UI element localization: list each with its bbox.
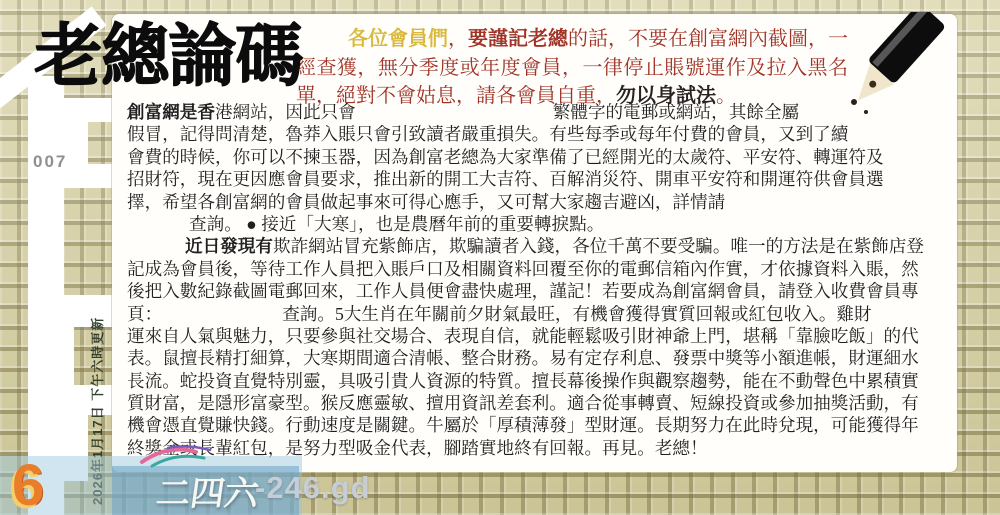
body-line bbox=[127, 370, 945, 392]
body-segment: 後把入數紀錄截圖電郵回來，工作人員便會盡快處理，謹記！若要成為創富網會員，請登入收費會員專 bbox=[127, 281, 919, 302]
body-segment: 頁： bbox=[127, 303, 163, 324]
body-segment: 查詢。5大生肖在年關前夕財氣最旺，有機會獲得實質回報或紅包收入。雞財 bbox=[282, 303, 872, 324]
body-line bbox=[127, 123, 945, 145]
body-segment: 運來自人氣與魅力，只要參與社交場合、表現自信，就能輕鬆吸引財神爺上門，堪稱「靠臉吃飯」的代 bbox=[127, 325, 919, 346]
body-line bbox=[127, 303, 945, 325]
body-line bbox=[127, 213, 945, 235]
hidden-gap bbox=[127, 229, 189, 230]
body-segment: 招財符，現在更因應會員要求，推出新的開工大吉符、百解消災符、開車平安符和開運符供會員選 bbox=[127, 169, 884, 190]
body-segment: 近日發現有 bbox=[185, 236, 273, 257]
notice-segment: 。 bbox=[716, 85, 736, 107]
body-segment: 終獎金或長輩紅包，是努力型吸金代表，腳踏實地終有回報。再見。老總！ bbox=[127, 437, 708, 458]
body-segment: 繁體字的電郵或網站，其餘全屬 bbox=[552, 102, 800, 122]
body-line bbox=[127, 392, 945, 414]
hidden-gap bbox=[127, 251, 185, 252]
body-segment: 記成為會員後，等待工作人員把入賬戶口及相關資料回覆至你的電郵信箱內作實，才依據資料入賬，然 bbox=[127, 258, 919, 279]
notice-segment: 各位會員們 bbox=[348, 28, 448, 50]
issue-number: 007 bbox=[33, 152, 68, 171]
body-segment: 機會憑直覺賺快錢。行動速度是關鍵。牛屬於「厚積薄發」型財運。長期努力在此時兌現，可能獲得年 bbox=[127, 415, 919, 436]
body-line bbox=[127, 414, 945, 436]
notice-segment: ， bbox=[448, 28, 468, 50]
notice-segment: 的話，不要在創富網內截圖，一經查獲，無分季度或年度會員，一律停止賬號運作及拉入黑名單，絕對不會姑息，請各會員自重， bbox=[296, 28, 848, 107]
body-segment: 查詢。 ● 接近「大寒」，也是農曆年前的重要轉捩點。 bbox=[189, 213, 605, 234]
body-line bbox=[127, 235, 945, 257]
body-segment: 港網站，因此只會 bbox=[214, 102, 356, 122]
notice-segment: 要謹記老總 bbox=[468, 28, 568, 50]
notice-block bbox=[296, 25, 848, 111]
body-segment: 會費的時候，你可以不揀玉器，因為創富老總為大家準備了已經開光的太歲符、平安符、轉運符及 bbox=[127, 146, 884, 167]
body-line bbox=[127, 191, 945, 213]
body-line bbox=[127, 258, 945, 280]
body-line bbox=[127, 325, 945, 347]
hidden-gap bbox=[162, 319, 282, 320]
update-time: 2026年1月17日 下午六時更新 bbox=[90, 316, 105, 505]
body-segment: 質財富，是隱形富豪型。猴反應靈敏、擅用資訊差套利。適合從事轉賣、短線投資或參加抽獎活動，有 bbox=[127, 393, 919, 414]
body-line bbox=[127, 168, 945, 190]
body-line bbox=[127, 146, 945, 168]
logo-6: 6 bbox=[12, 453, 45, 515]
notice-segment: 勿以身試法 bbox=[616, 85, 716, 107]
body-segment: 長流。蛇投資直覺特別靈，具吸引貴人資源的特質。擅長幕後操作與觀察趨勢，能在不動聲色中累積實 bbox=[127, 370, 919, 391]
body-segment: 欺詐網站冒充紫飾店，欺騙讀者入錢，各位千萬不要受騙。唯一的方法是在紫飾店登 bbox=[272, 236, 924, 257]
body-segment: 假冒，記得問清楚，魯莽入賬只會引致讀者嚴重損失。有些每季或每年付費的會員，又到了續 bbox=[127, 124, 849, 145]
body-line bbox=[127, 280, 945, 302]
pen-icon bbox=[828, 12, 953, 122]
body-segment: 表。鼠擅長精打細算，大寒期間適合清帳、整合財務。易有定存利息、發票中獎等小額進帳，財運細水 bbox=[127, 348, 919, 369]
hidden-gap bbox=[356, 117, 553, 118]
body-line bbox=[127, 101, 945, 123]
body-segment: 擇，希望各創富網的會員做起事來可得心應手，又可幫大家趨吉避凶，詳情請 bbox=[127, 191, 726, 212]
page-title: 老總論碼 bbox=[34, 18, 303, 94]
body-segment: 創富網是香 bbox=[127, 102, 215, 122]
brand-domain: -246.gd bbox=[255, 470, 371, 505]
body-line bbox=[127, 347, 945, 369]
body-text bbox=[127, 101, 945, 459]
brand-calligraphy: 二四六 bbox=[153, 476, 262, 513]
